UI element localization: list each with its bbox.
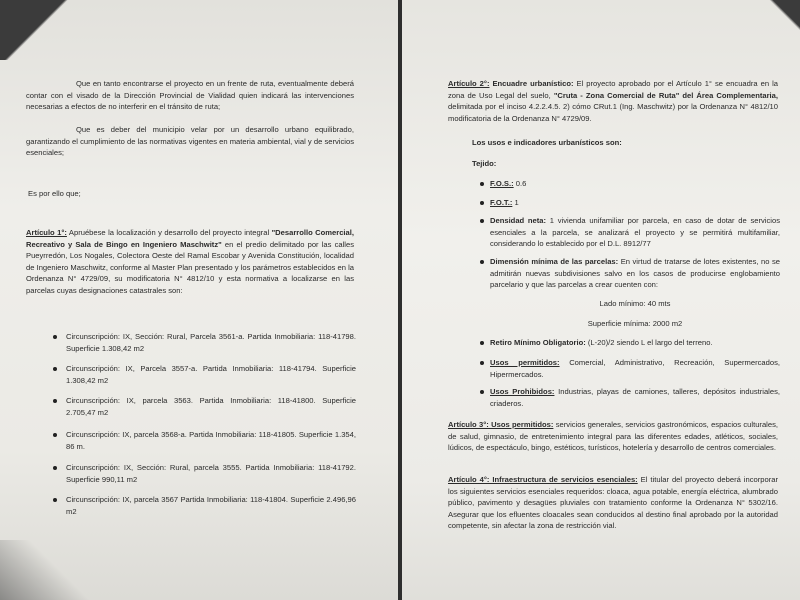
lado-minimo: Lado mínimo: 40 mts [599,299,671,308]
parcel-item: Circunscripción: IX, parcela 3563. Partida Inmobiliaria: 118-41800. Superficie 2.705,47 m2 [66,396,356,417]
left-page [0,0,398,600]
article-2-text-a: El proyecto aprobado por el Artículo 1° se encuadra en la zona de Uso Legal del suelo, [448,79,778,100]
retiro-item [490,337,780,349]
superficie-minima: Superficie mínima: 2000 m2 [587,319,683,328]
right-page [402,0,800,600]
fot-value: 1 [512,198,519,207]
article-2 [448,78,778,124]
article-1-text-b: en el predio delimitado por las calles Pueyrredón, Los Nogales, Colectora Oeste del Ramal Escobar y Avenida Constitución, localidad de Ingeniero Maschwitz, conforme al Master Plan presentado y los parámetros establecidos en la Ordenanza N° 4729/09, su modificatoria N° 4812/10 y esta normativa a localizarse en las parcelas cuyas designaciones catastrales son: [26,239,354,295]
dimension-text: En virtud de tratarse de lotes existentes, no se admitirán nuevas subdivisiones salvo en los casos de producirse englobamiento parcelario y que las parcelas a crear cuenten con: [490,257,780,290]
article-2-heading: Encuadre urbanístico: [489,79,574,88]
parcel-item: Circunscripción: IX, Parcela 3557-a. Partida Inmobiliaria: 118-41794. Superficie 1.308,42 m2 [66,364,356,385]
fot-label: F.O.T.: [490,198,513,207]
usos-permitidos-label: Usos permitidos: [490,358,560,367]
tejido-label: Tejido: [472,159,497,168]
bullet [480,341,484,345]
article-1 [26,227,354,297]
fos-item [490,178,690,190]
page-shadow [0,540,90,600]
parcel-item: Circunscripción: IX, Sección: Rural, parcela 3555. Partida Inmobiliaria: 118-41792. Superficie 990,11 m2 [66,463,356,484]
bullet [53,367,57,371]
bullet [53,466,57,470]
densidad-text: 1 vivienda unifamiliar por parcela, en caso de dotar de servicios esenciales a la parcela, se analizará el proyecto y se permitirá multifamiliar, considerando lo establecido por el D.L. 8912/77 [490,216,780,249]
article-1-label: Artículo 1°: [26,228,67,237]
retiro-text: (L-20)/2 siendo L el largo del terreno. [585,338,713,347]
bullet [480,219,484,223]
article-2-text-b: delimitada por el inciso 4.2.2.4.5. 2) cómo CRut.1 (Ing. Maschwitz) por la Ordenanza N° 4812/10 modificatoria de la Ordenanza N° 4729/09. [448,102,778,123]
dimension-item [490,256,780,291]
article-2-zone: "Cruta - Zona Comercial de Ruta" del Área Complementaria, [553,90,778,100]
page-shadow [740,0,800,30]
bullet [480,361,484,365]
usos-permitidos-text: Comercial, Administrativo, Recreación, Supermercados, Hipermercados. [490,358,781,379]
densidad-item [490,215,780,250]
bullet [480,201,484,205]
parcel-item: Circunscripción: IX, parcela 3567 Partida Inmobiliaria: 118-41804. Superficie 2.496,96 m2 [66,495,356,516]
article-2-label: Artículo 2°: [448,79,490,88]
usos-prohibidos-item [490,386,780,409]
bullet [53,498,57,502]
parcel-item: Circunscripción: IX, Sección: Rural, Parcela 3561-a. Partida Inmobiliaria: 118-41798. Superficie 1.308,42 m2 [66,332,356,353]
retiro-label: Retiro Mínimo Obligatorio: [490,338,586,347]
dimension-label: Dimensión mínima de las parcelas: [490,257,619,266]
article-3-text: servicios generales, servicios gastronómicos, espacios culturales, de salud, gimnasio, de entretenimiento integral para las diferentes edades, atléticos, sociales, lúdicos, de espectáculo, bingo, estéticos, turísticos, hotelería y desarrollo de centros comerciales. [448,420,778,453]
article-3 [448,419,778,454]
article-3-label: Artículo 3°: Usos permitidos: [448,420,554,429]
bullet [480,182,484,186]
whereas-paragraph-route: Que en tanto encontrarse el proyecto en un frente de ruta, eventualmente deberá contar con el visado de la Dirección Provincial de Vialidad quien indicará las intervenciones necesarias a efectos de no interferir en el tránsito de ruta; [26,79,354,112]
article-4 [448,474,778,532]
bullet [480,390,484,394]
usos-title: Los usos e indicadores urbanísticos son: [472,138,622,147]
usos-prohibidos-label: Usos Prohibidos: [490,387,555,396]
usos-permitidos-item [490,357,780,380]
fos-label: F.O.S.: [490,179,514,188]
article-1-project-name: "Desarrollo Comercial, Recreativo y Sala de Bingo en Ingeniero Maschwitz" [26,228,354,249]
whereas-paragraph-urban: Que es deber del municipio velar por un desarrollo urbano equilibrado, garantizando el cumplimiento de las normativas vigentes en materia ambiental, vial y de servicios esenciales; [26,125,354,158]
therefore-text: Es por ello que; [28,189,81,198]
fot-item [490,197,690,209]
bullet [53,335,57,339]
fos-value: 0.6 [513,179,527,188]
article-4-label: Artículo 4°: Infraestructura de servicios esenciales: [448,475,638,484]
page-shadow [0,0,110,60]
article-1-text-a: Apruébese la localización y desarrollo del proyecto integral [66,228,272,237]
bullet [480,260,484,264]
parcel-item: Circunscripción: IX, parcela 3568-a. Partida Inmobiliaria: 118-41805. Superficie 1.354, 86 m. [66,430,356,451]
article-4-text: El titular del proyecto deberá incorporar los siguientes servicios esenciales requeridos: cloaca, agua potable, energía eléctrica, alumbrado público, pavimento y desagües pluviales con tratamiento conforme la Ordenanza N° 5302/16. Asegurar que los efluentes cloacales sean conducidos al destino final aprobado por la autoridad competente, sin afectar la zona de restricción vial. [448,475,778,531]
bullet [53,399,57,403]
usos-prohibidos-text: Industrias, playas de camiones, talleres, depósitos industriales, criaderos. [490,387,780,408]
densidad-label: Densidad neta: [490,216,547,225]
bullet [53,433,57,437]
